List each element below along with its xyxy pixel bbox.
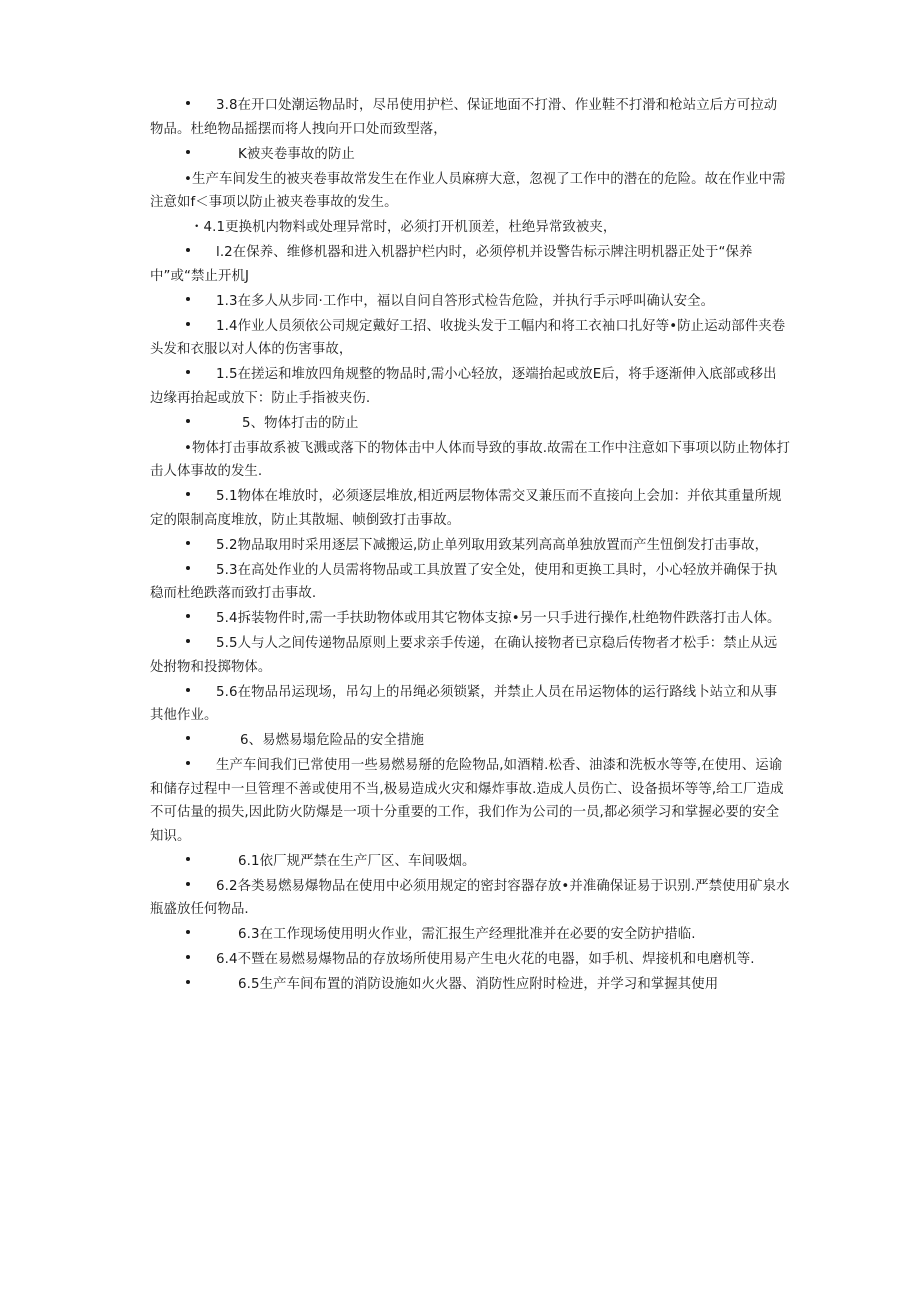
- paragraph-text: 5.2物品取用时采用逐层下减搬运,防止单列取用致某列高高单独放置而产生忸倒发打击事故，: [216, 537, 769, 553]
- paragraph-text: 6.4不暨在易燃易爆物品的存放场所使用易产生电火花的电器，如手机、焊接机和电磨机等.: [216, 952, 755, 967]
- bullet-paragraph: [150, 534, 790, 558]
- bullet-paragraph: [150, 412, 790, 436]
- bullet-paragraph: [150, 607, 790, 631]
- bullet-icon: [186, 955, 190, 959]
- paragraph-text: 1.5在搓运和堆放四角规整的物品时,需小心轻放，逐端抬起或放E后，将手逐渐伸入底部或移出边缘再抬起或放下：防止手指被夹伤.: [150, 367, 777, 406]
- paragraph-text: 5.4拆装物件时,需一手扶助物体或用其它物体支掠•另一只手进行操作,杜绝物件跌落打击人体。: [216, 611, 781, 626]
- paragraph-text: 3.8在开口处潮运物品时，尽吊使用护栏、保证地面不打滑、作业鞋不打滑和枪站立后方可拉动物品。杜绝物品摇摆而将人拽向开口处而致型落，: [150, 98, 778, 137]
- bullet-icon: [186, 688, 190, 692]
- paragraph-text: 6.1依厂规严禁在生产厂区、车间吸烟。: [238, 853, 476, 869]
- bullet-paragraph: [150, 559, 790, 606]
- bullet-paragraph: [150, 315, 790, 362]
- bullet-paragraph: [150, 729, 790, 753]
- bullet-paragraph: [150, 241, 790, 288]
- paragraph-text: 生产车间我们已常使用一些易燃易掰的危险物品,如酒精.松香、油漆和洗板水等等,在使用、运谕和储存过程中一旦管理不善或使用不当,极易造成火灾和爆炸事故.造成人员伤亡、设备损坏等等,给工厂造成不可估量的损失,因此防火防爆是一项十分重要的工作，我们作为公司的一员,都必须学习和掌握必要的安全知识。: [150, 758, 784, 844]
- bullet-icon: [186, 566, 190, 570]
- paragraph-text: 5.5人与人之间传递物品原则上要求亲手传递，在确认接物者已京稳后传物者才松手：禁止从远处拊物和投掷物体。: [150, 636, 778, 675]
- bullet-icon: [186, 980, 190, 984]
- bullet-paragraph: [150, 632, 790, 679]
- bullet-icon: [186, 150, 190, 154]
- bullet-icon: [186, 492, 190, 496]
- document-body: [150, 94, 790, 998]
- bullet-paragraph: [150, 973, 790, 997]
- paragraph-text: 6.5生产车间布置的消防设施如火火器、消防性应附时检进，并学习和掌握其使用: [238, 977, 719, 992]
- paragraph: [150, 216, 790, 240]
- bullet-icon: [186, 930, 190, 934]
- bullet-paragraph: [150, 94, 790, 141]
- paragraph: [150, 168, 790, 215]
- bullet-icon: [186, 419, 190, 423]
- bullet-icon: [186, 857, 190, 861]
- bullet-icon: [186, 297, 190, 301]
- paragraph-text: 5.3在高处作业的人员需将物品或工具放置了安全处，使用和更换工具时，小心轻放并确保于执稳而杜绝跌落而致打击事故.: [150, 562, 778, 601]
- paragraph-text: 1.4作业人员须依公司规定戴好工招、收拢头发于工幅内和将工衣袖口扎好等•防止运动部件夹卷头发和衣服以对人体的伤害事故，: [150, 318, 786, 357]
- bullet-paragraph: [150, 875, 790, 922]
- bullet-paragraph: [150, 290, 790, 314]
- bullet-icon: [186, 639, 190, 643]
- paragraph-text: 5.1物体在堆放时，必须逐层堆放,相近两层物体需交叉兼压而不直接向上会加：并依其重量所规定的限制高度堆放，防止其散堀、帧倒致打击事故。: [150, 489, 782, 528]
- bullet-icon: [186, 370, 190, 374]
- paragraph-text: 5、物体打击的防止: [242, 415, 359, 431]
- bullet-icon: [186, 761, 190, 765]
- bullet-icon: [186, 736, 190, 740]
- bullet-icon: [186, 541, 190, 545]
- paragraph-text: •生产车间发生的被夹卷事故常发生在作业人员麻痹大意，忽视了工作中的潜在的危险。故在作业中需注意如f＜事项以防止被夹卷事故的发生。: [150, 171, 786, 210]
- paragraph-text: l.2在保养、维修机器和进入机器护栏内时，必须停机并设警告标示牌注明机器正处于“保养中”或“禁止开机J: [150, 245, 753, 284]
- paragraph-text: 1.3在多人从步同·工作中，福以自问自答形式检告危险，并执行手示呼叫确认安全。: [216, 293, 715, 309]
- bullet-icon: [186, 322, 190, 326]
- bullet-icon: [186, 101, 190, 105]
- bullet-icon: [186, 614, 190, 618]
- bullet-paragraph: [150, 850, 790, 874]
- bullet-paragraph: [150, 754, 790, 848]
- bullet-paragraph: [150, 681, 790, 728]
- paragraph: [150, 437, 790, 484]
- bullet-paragraph: [150, 143, 790, 167]
- bullet-icon: [186, 882, 190, 886]
- bullet-paragraph: [150, 485, 790, 532]
- paragraph-text: ・4.1更换机内物料或处理异常时，必须打开机顶差，杜绝异常致被夹，: [190, 220, 617, 235]
- paragraph-text: 6.2各类易燃易爆物品在使用中必须用规定的密封容器存放•并准确保证易于识别.严禁使用矿泉水瓶盛放任何物品.: [150, 878, 790, 917]
- paragraph-text: 5.6在物品吊运现场，吊勾上的吊绳必须锁紧，并禁止人员在吊运物体的运行路线卜站立和从事其他作业。: [150, 684, 778, 723]
- paragraph-text: •物体打击事故系被飞溅或落下的物体击中人体而导致的事故.故需在工作中注意如下事项以防止物体打击人体事故的发生.: [150, 440, 790, 479]
- bullet-paragraph: [150, 363, 790, 410]
- bullet-paragraph: [150, 923, 790, 947]
- paragraph-text: 6、易燃易塌危险品的安全措施: [240, 733, 424, 748]
- bullet-icon: [186, 248, 190, 252]
- paragraph-text: K被夹卷事故的防止: [238, 146, 355, 162]
- paragraph-text: 6.3在工作现场使用明火作业，需汇报生产经理批准并在必要的安全防护措临.: [238, 927, 696, 942]
- bullet-paragraph: [150, 948, 790, 972]
